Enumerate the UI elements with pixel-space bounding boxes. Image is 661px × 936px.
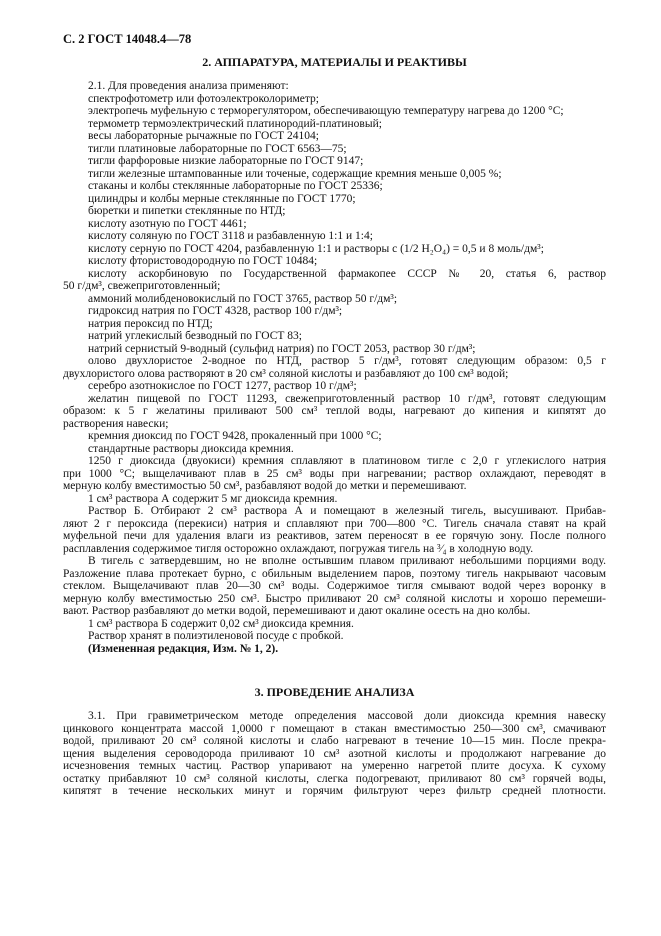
text-line: исчезновения темных частиц. Раствор упаривают на умеренно нагретой плите досуха. К сухому	[63, 760, 606, 772]
text-line: весы лабораторные рычажные по ГОСТ 24104;	[88, 130, 319, 142]
paragraph	[63, 293, 606, 306]
text-line: 1 см³ раствора Б содержит 0,02 см³ диоксида кремния.	[88, 617, 354, 630]
text-line: мерную колбу вместимостью 250 см³. Быстро приливают 20 см³ соляной кислоты и хорошо перемеши-	[63, 592, 606, 605]
section-3-title: 3. ПРОВЕДЕНИЕ АНАЛИЗА	[254, 685, 415, 699]
paragraph	[63, 493, 606, 506]
text-line: кислоту фтористоводородную по ГОСТ 10484;	[88, 255, 318, 267]
paragraph	[63, 80, 606, 93]
text-line: 1 см³ раствора А содержит 5 мг диоксида кремния.	[88, 492, 338, 505]
text-line: двухлористого олова растворяют в 20 см³ соляной кислоты и разбавляют до 100 см³ водой;	[63, 367, 509, 380]
paragraph	[63, 318, 606, 331]
text-line: натрия пероксид по НТД;	[88, 317, 213, 330]
paragraph	[63, 618, 606, 631]
text-line: водой, приливают 20 см³ соляной кислоты и слабо нагревают в течение 10—15 мин. После прекра-	[63, 735, 606, 747]
text-line: остатку прибавляют 10 см³ соляной кислоты, слегка подогревают, приливают 80 см³ горячей воды,	[63, 772, 606, 785]
text-line: стандартные растворы диоксида кремния.	[88, 442, 294, 455]
text-line: тигли железные штампованные или точеные, содержащие кремния меньше 0,005 %;	[88, 167, 502, 180]
text-line: Разложение плава протекает бурно, с обильным выделением паров, поэтому тигель накрывают часовым	[63, 567, 606, 580]
paragraph	[63, 505, 606, 555]
text-line: 50 г/дм³, свежеприготовленный;	[63, 280, 221, 292]
text-line: тигли фарфоровые низкие лабораторные по ГОСТ 9147;	[88, 155, 364, 167]
paragraph	[63, 330, 606, 343]
text-line: натрий сернистый 9-водный (сульфид натрия) по ГОСТ 2053, раствор 30 г/дм³;	[88, 342, 476, 355]
paragraph	[63, 430, 606, 443]
text-line: олово двухлористое 2-водное по НТД, раствор 5 г/дм³, готовят следующим образом: 0,5 г	[88, 355, 606, 367]
paragraph	[63, 305, 606, 318]
text-line: при 1000 °С; выщелачивают плав в 25 см³ воды при нагревании; раствор охлаждают, переводят в	[63, 467, 606, 480]
paragraph	[63, 343, 606, 356]
paragraph	[63, 93, 606, 106]
paragraph	[63, 130, 606, 143]
paragraph	[63, 193, 606, 206]
text-line: кислоту серную по ГОСТ 4204, разбавленную 1:1 и растворы c (1/2 H₂O₄) = 0,5 и 8 моль/дм³;	[88, 242, 544, 255]
text-line: спектрофотометр или фотоэлектроколориметр;	[88, 92, 319, 105]
text-line: желатин пищевой по ГОСТ 11293, свежеприготовленный раствор 10 г/дм³, готовят следующим	[88, 392, 606, 405]
paragraph	[63, 218, 606, 231]
text-line: образом: к 5 г желатины приливают 500 см³ теплой воды, нагревают до кипения и кипятят до	[63, 405, 606, 417]
paragraph	[63, 710, 606, 798]
text-line: расплавления содержимое тигля осторожно охлаждают, погружая тигель на ³⁄₄ в холодную воду.	[63, 542, 534, 555]
text-line: термометр термоэлектрический платинородий-платиновый;	[88, 117, 382, 130]
paragraph	[63, 105, 606, 118]
text-line: растворения навески;	[63, 417, 169, 430]
text-line: щения выделения сероводорода приливают 10 см³ азотной кислоты и продолжают нагревание до	[63, 747, 606, 760]
text-line: электропечь муфельную с терморегулятором, обеспечивающую температуру нагрева до 1200 °С;	[88, 105, 564, 117]
text-line: (Измененная редакция, Изм. № 1, 2).	[88, 642, 279, 655]
text-line: стеклом. Выщелачивают плав 20—30 см³ воды. Содержимое тигля смывают водой через воронку в	[63, 580, 606, 592]
paragraph	[63, 230, 606, 243]
paragraph	[63, 393, 606, 431]
paragraph	[63, 255, 606, 268]
text-line: ляют 2 г пероксида (перекиси) натрия и сплавляют при 700—800 °С. Тигель сначала ставят на край	[63, 517, 606, 530]
paragraph	[63, 555, 606, 618]
paragraph	[63, 118, 606, 131]
paragraph	[63, 268, 606, 293]
text-line: муфельной печи для удаления влаги из реактивов, затем переносят в ее горячую зону. После полного	[63, 530, 606, 542]
text-line: В тигель с затвердевшим, но не вполне остывшим плавом приливают небольшими порциями воду.	[88, 555, 606, 567]
text-line: натрий углекислый безводный по ГОСТ 83;	[88, 330, 302, 342]
text-line: бюретки и пипетки стеклянные по НТД;	[88, 205, 286, 217]
text-line: Раствор Б. Отбирают 2 см³ раствора А и помещают в железный тигель, высушивают. Прибав-	[88, 505, 606, 517]
text-line: тигли платиновые лабораторные по ГОСТ 6563—75;	[88, 142, 347, 155]
text-line: кислоту азотную по ГОСТ 4461;	[88, 217, 247, 230]
text-line: стаканы и колбы стеклянные лабораторные по ГОСТ 25336;	[88, 180, 383, 192]
paragraph	[63, 143, 606, 156]
text-line: 2.1. Для проведения анализа применяют:	[88, 80, 289, 92]
paragraph	[63, 205, 606, 218]
paragraph	[63, 168, 606, 181]
paragraph	[63, 455, 606, 493]
text-line: цинкового концентрата массой 1,0000 г помещают в стакан вместимостью 250—300 см³, смачивают	[63, 722, 606, 735]
text-line: аммоний молибденовокислый по ГОСТ 3765, раствор 50 г/дм³;	[88, 292, 398, 305]
text-line: Раствор хранят в полиэтиленовой посуде с пробкой.	[88, 630, 344, 642]
text-line: кремния диоксид по ГОСТ 9428, прокаленный при 1000 °С;	[88, 430, 382, 442]
paragraph	[63, 380, 606, 393]
amendment-note	[63, 643, 606, 656]
paragraph	[63, 243, 606, 256]
paragraph	[63, 355, 606, 380]
text-line: кислоту соляную по ГОСТ 3118 и разбавленную 1:1 и 1:4;	[88, 230, 373, 242]
text-line: вают. Раствор разбавляют до метки водой, перемешивают и дают окалине осесть на дно колбы.	[63, 605, 531, 617]
text-line: цилиндры и колбы мерные стеклянные по ГОСТ 1770;	[88, 192, 356, 205]
section-2-body	[63, 80, 606, 655]
page-header: С. 2 ГОСТ 14048.4—78	[63, 32, 192, 46]
text-line: кипятят в течение нескольких минут и горячим фильтруют через фильтр средней плотности.	[63, 785, 606, 797]
text-line: 1250 г диоксида (двуокиси) кремния сплавляют в платиновом тигле с 2,0 г углекислого натрия	[88, 455, 606, 467]
paragraph	[63, 155, 606, 168]
text-line: мерную колбу вместимостью 50 см³, разбавляют водой до метки и перемешивают.	[63, 480, 467, 492]
paragraph	[63, 443, 606, 456]
text-line: 3.1. При гравиметрическом методе определения массовой доли диоксида кремния навеску	[88, 710, 606, 722]
text-line: гидроксид натрия по ГОСТ 4328, раствор 100 г/дм³;	[88, 305, 343, 317]
section-2-title: 2. АППАРАТУРА, МАТЕРИАЛЫ И РЕАКТИВЫ	[202, 55, 467, 69]
paragraph	[63, 630, 606, 643]
text-line: кислоту аскорбиновую по Государственной фармакопее СССР № 20, статья 6, раствор	[88, 267, 606, 280]
paragraph	[63, 180, 606, 193]
text-line: серебро азотнокислое по ГОСТ 1277, раствор 10 г/дм³;	[88, 380, 357, 392]
section-3-body	[63, 710, 606, 798]
